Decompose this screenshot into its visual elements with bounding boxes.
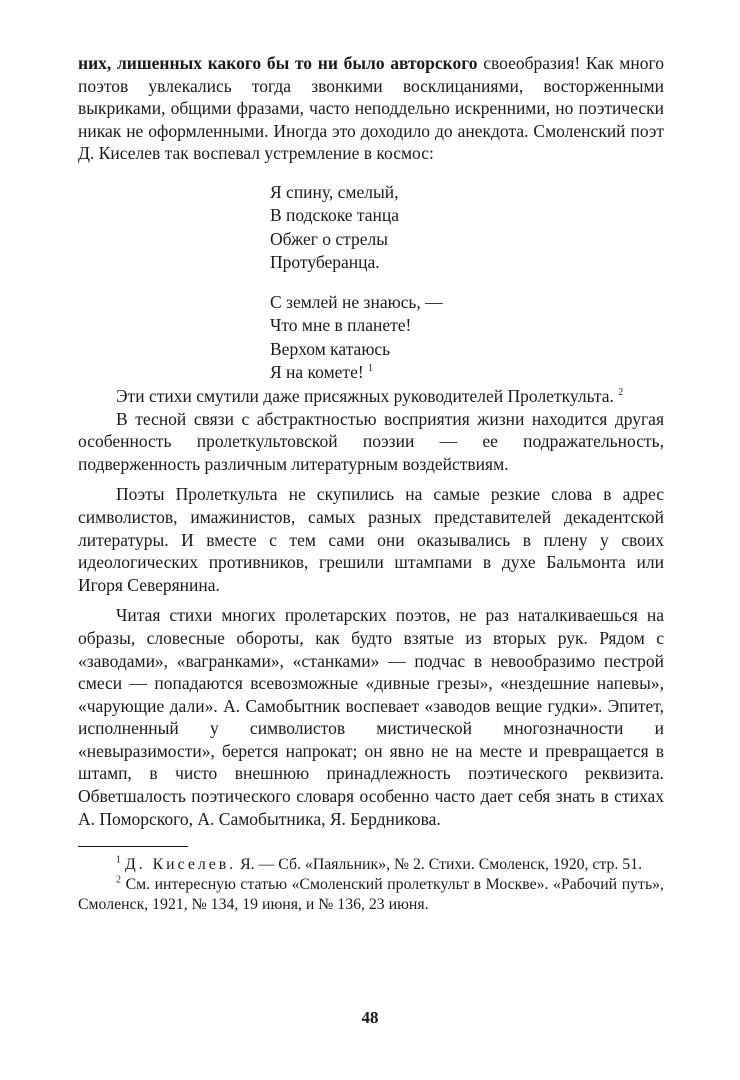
poem-line: В подскоке танца <box>270 205 400 226</box>
paragraph-opening-words: них, лишенных какого бы то ни было авторского <box>78 53 478 73</box>
footnote-author: Д. Киселев. <box>124 856 237 874</box>
poem-line <box>270 361 664 385</box>
paragraph: Читая стихи многих пролетарских поэтов, не раз наталкиваешься на образы, словесные обороты, как будто взятые из вторых рук. Рядом с «заводами», «вагранками», «станками» — подчас в невообразимо пестрой смеси — попадаются всевозможные «дивные грезы», «нездешние напевы», «чарующие дали». А. Самобытник воспевает «заводов вещие гудки». Эпитет, исполненный у символистов мистической многозначности и «невыразимости», берется напрокат; он явно не на месте и превращается в штамп, в чисто внешнюю принадлежность поэтического реквизита. Обветшалость поэтического словаря особенно часто дает себя знать в стихах А. Поморского, А. Самобытника, Я. Бердникова. <box>78 605 664 829</box>
poem-line: Протуберанца. <box>270 252 380 273</box>
paragraph-continuation <box>78 52 664 165</box>
quoted-poem <box>270 181 664 385</box>
paragraph: В тесной связи с абстрактностью восприятия жизни находится другая особенность пролеткультовской поэзии — ее подражательность, подверженность различным литературным воздействиям. <box>78 408 664 474</box>
poem-line: Что мне в планете! <box>270 315 412 336</box>
poem-stanza <box>270 181 664 275</box>
poem-line-text: Я на комете! <box>270 362 364 383</box>
poem-line: С землей не знаюсь, — <box>270 291 443 312</box>
page-number: 48 <box>361 1008 379 1027</box>
poem-line: Я спину, смелый, <box>270 181 399 202</box>
footnote-number: 1 <box>116 854 121 866</box>
paragraph-text: Эти стихи смутили даже присяжных руководителей Пролеткульта. <box>116 385 614 406</box>
footnote-text: Я. — Сб. «Паяльник», № 2. Стихи. Смоленск, 1920, стр. 51. <box>236 856 643 874</box>
poem-stanza <box>270 291 664 385</box>
paragraph <box>78 385 664 408</box>
footnote-text: См. интересную статью «Смоленский пролеткульт в Москве». «Рабочий путь», Смоленск, 1921, № 134, 19 июня, и № 136, 23 июня. <box>78 876 664 914</box>
footnote-number: 2 <box>116 874 121 886</box>
footnote-reference: 2 <box>618 387 624 399</box>
footnote <box>78 855 664 875</box>
poem-line: Верхом катаюсь <box>270 338 391 359</box>
footnote-reference: 1 <box>368 363 374 375</box>
footnote <box>78 875 664 915</box>
book-page <box>78 52 664 915</box>
paragraph: Поэты Пролеткульта не скупились на самые резкие слова в адрес символистов, имажинистов, самых разных представителей декадентской литературы. И вместе с тем сами они оказывались в плену у своих идеологических противников, грешили штампами в духе Бальмонта или Игоря Северянина. <box>78 484 664 595</box>
poem-line: Обжег о стрелы <box>270 228 389 249</box>
paragraph-text: своеобразия! Как много поэтов увлекались тогда звонкими восклицаниями, восторженными выкриками, общими фразами, часто неподдельно искренними, но поэтически никак не оформленными. Иногда это доходило до анекдота. Смоленский поэт Д. Киселев так воспевал устремление в космос: <box>78 53 664 164</box>
footnotes <box>78 846 664 915</box>
footnote-rule <box>78 846 188 847</box>
